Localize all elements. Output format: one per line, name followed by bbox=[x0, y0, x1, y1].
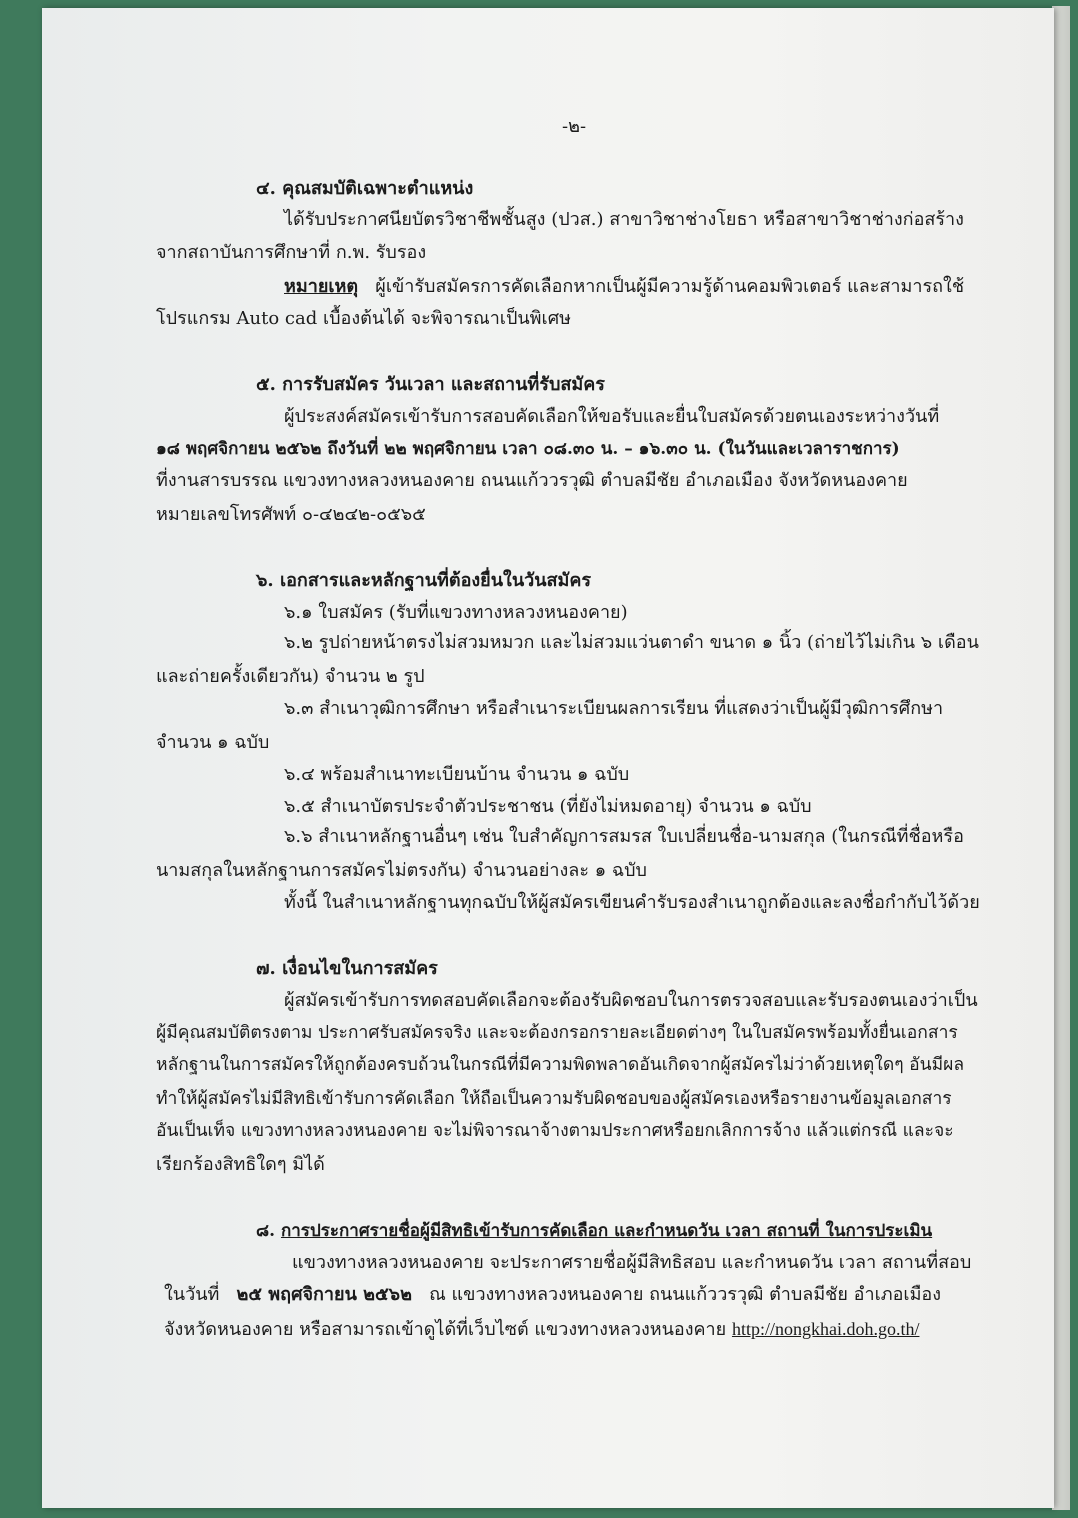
section-7-heading: ๗. เงื่อนไขในการสมัคร bbox=[256, 958, 438, 979]
list-item-cont: นามสกุลในหลักฐานการสมัครไม่ตรงกัน) จำนวนอย่างละ ๑ ฉบับ bbox=[156, 860, 647, 881]
list-item: ๖.๕ สำเนาบัตรประจำตัวประชาชน (ที่ยังไม่หมดอายุ) จำนวน ๑ ฉบับ bbox=[284, 796, 812, 817]
section-7-line-3: หลักฐานในการสมัครให้ถูกต้องครบถ้วนในกรณีที่มีความพิดพลาดอันเกิดจากผู้สมัครไม่ว่าด้วยเหตุใดๆ อันมีผล bbox=[156, 1055, 965, 1075]
page-number: -๒- bbox=[562, 116, 587, 137]
note-text: ผู้เข้ารับสมัครการคัดเลือกหากเป็นผู้มีความรู้ด้านคอมพิวเตอร์ และสามารถใช้ bbox=[375, 276, 965, 297]
note-label: หมายเหตุ bbox=[284, 276, 359, 297]
section-7-line-1: ผู้สมัครเข้ารับการทดสอบคัดเลือกจะต้องรับผิดชอบในการตรวจสอบและรับรองตนเองว่าเป็น bbox=[284, 990, 978, 1011]
website-link[interactable]: http://nongkhai.doh.go.th/ bbox=[731, 1319, 920, 1339]
section-8-title: การประกาศรายชื่อผู้มีสิทธิเข้ารับการคัดเลือก และกำหนดวัน เวลา สถานที่ ในการประเมิน bbox=[280, 1221, 933, 1241]
section-7-line-2: ผู้มีคุณสมบัติตรงตาม ประกาศรับสมัครจริง และจะต้องกรอกรายละเอียดต่างๆ ในใบสมัครพร้อมทั้งยื่นเอกสาร bbox=[156, 1023, 958, 1043]
list-item-cont: และถ่ายครั้งเดียวกัน) จำนวน ๒ รูป bbox=[156, 666, 425, 687]
list-item: ๖.๖ สำเนาหลักฐานอื่นๆ เช่น ใบสำคัญการสมรส ใบเปลี่ยนชื่อ-นามสกุล (ในกรณีที่ชื่อหรือ bbox=[284, 826, 964, 847]
section-8-heading bbox=[256, 1216, 932, 1246]
list-item: ๖.๒ รูปถ่ายหน้าตรงไม่สวมหมวก และไม่สวมแว่นตาดำ ขนาด ๑ นิ้ว (ถ่ายไว้ไม่เกิน ๖ เดือน bbox=[284, 632, 979, 653]
announcement-date: ๒๕ พฤศจิกายน ๒๕๖๒ bbox=[236, 1284, 412, 1305]
list-item: ๖.๑ ใบสมัคร (รับที่แขวงทางหลวงหนองคาย) bbox=[284, 602, 628, 623]
section-4-heading: ๔. คุณสมบัติเฉพาะตำแหน่ง bbox=[256, 178, 474, 199]
section-5-line-1: ผู้ประสงค์สมัครเข้ารับการสอบคัดเลือกให้ขอรับและยื่นใบสมัครด้วยตนเองระหว่างวันที่ bbox=[284, 406, 940, 427]
section-5-heading: ๕. การรับสมัคร วันเวลา และสถานที่รับสมัคร bbox=[256, 374, 605, 395]
section-7-line-5: อันเป็นเท็จ แขวงทางหลวงหนองคาย จะไม่พิจารณาจ้างตามประกาศหรือยกเลิกการจ้าง แล้วแต่กรณี และจะ bbox=[156, 1121, 954, 1141]
section-5-phone: หมายเลขโทรศัพท์ ๐-๔๒๔๒-๐๕๖๕ bbox=[156, 504, 426, 525]
section-7-line-6: เรียกร้องสิทธิใดๆ มิได้ bbox=[156, 1154, 325, 1175]
list-item-cont: จำนวน ๑ ฉบับ bbox=[156, 732, 270, 753]
section-4-line-1: ได้รับประกาศนียบัตรวิชาชีพชั้นสูง (ปวส.) สาขาวิชาช่างโยธา หรือสาขาวิชาช่างก่อสร้าง bbox=[284, 209, 964, 230]
section-8-line-3 bbox=[164, 1314, 919, 1345]
section-6-note: ทั้งนี้ ในสำเนาหลักฐานทุกฉบับให้ผู้สมัครเขียนคำรับรองสำเนาถูกต้องและลงชื่อกำกับไว้ด้วย bbox=[284, 892, 980, 913]
section-8-number: ๘. bbox=[256, 1221, 276, 1241]
section-8-line-1: แขวงทางหลวงหนองคาย จะประกาศรายชื่อผู้มีสิทธิสอบ และกำหนดวัน เวลา สถานที่สอบ bbox=[292, 1252, 972, 1273]
section-4-note bbox=[284, 272, 964, 302]
list-item: ๖.๔ พร้อมสำเนาทะเบียนบ้าน จำนวน ๑ ฉบับ bbox=[284, 764, 630, 785]
text-span: จังหวัดหนองคาย หรือสามารถเข้าดูได้ที่เว็บไซต์ แขวงทางหลวงหนองคาย bbox=[164, 1319, 727, 1340]
section-8-line-2 bbox=[164, 1280, 941, 1310]
text-span: ณ แขวงทางหลวงหนองคาย ถนนแก้ววรวุฒิ ตำบลมีชัย อำเภอเมือง bbox=[429, 1284, 942, 1305]
section-7-line-4: ทำให้ผู้สมัครไม่มีสิทธิเข้ารับการคัดเลือก ให้ถือเป็นความรับผิดชอบของผู้สมัครเองหรือรายงานข้อมูลเอกสาร bbox=[156, 1089, 952, 1109]
section-5-dates: ๑๘ พฤศจิกายน ๒๕๖๒ ถึงวันที่ ๒๒ พฤศจิกายน เวลา ๐๘.๓๐ น. – ๑๖.๓๐ น. (ในวันและเวลาราชการ) bbox=[156, 439, 900, 459]
list-item: ๖.๓ สำเนาวุฒิการศึกษา หรือสำเนาระเบียนผลการเรียน ที่แสดงว่าเป็นผู้มีวุฒิการศึกษา bbox=[284, 698, 944, 719]
section-4-line-4: โปรแกรม Auto cad เบื้องต้นได้ จะพิจารณาเป็นพิเศษ bbox=[156, 308, 571, 329]
section-5-line-3: ที่งานสารบรรณ แขวงทางหลวงหนองคาย ถนนแก้ววรวุฒิ ตำบลมีชัย อำเภอเมือง จังหวัดหนองคาย bbox=[156, 470, 908, 491]
section-4-line-2: จากสถาบันการศึกษาที่ ก.พ. รับรอง bbox=[156, 242, 427, 263]
section-6-heading: ๖. เอกสารและหลักฐานที่ต้องยื่นในวันสมัคร bbox=[256, 570, 592, 591]
text-span: ในวันที่ bbox=[164, 1284, 220, 1305]
